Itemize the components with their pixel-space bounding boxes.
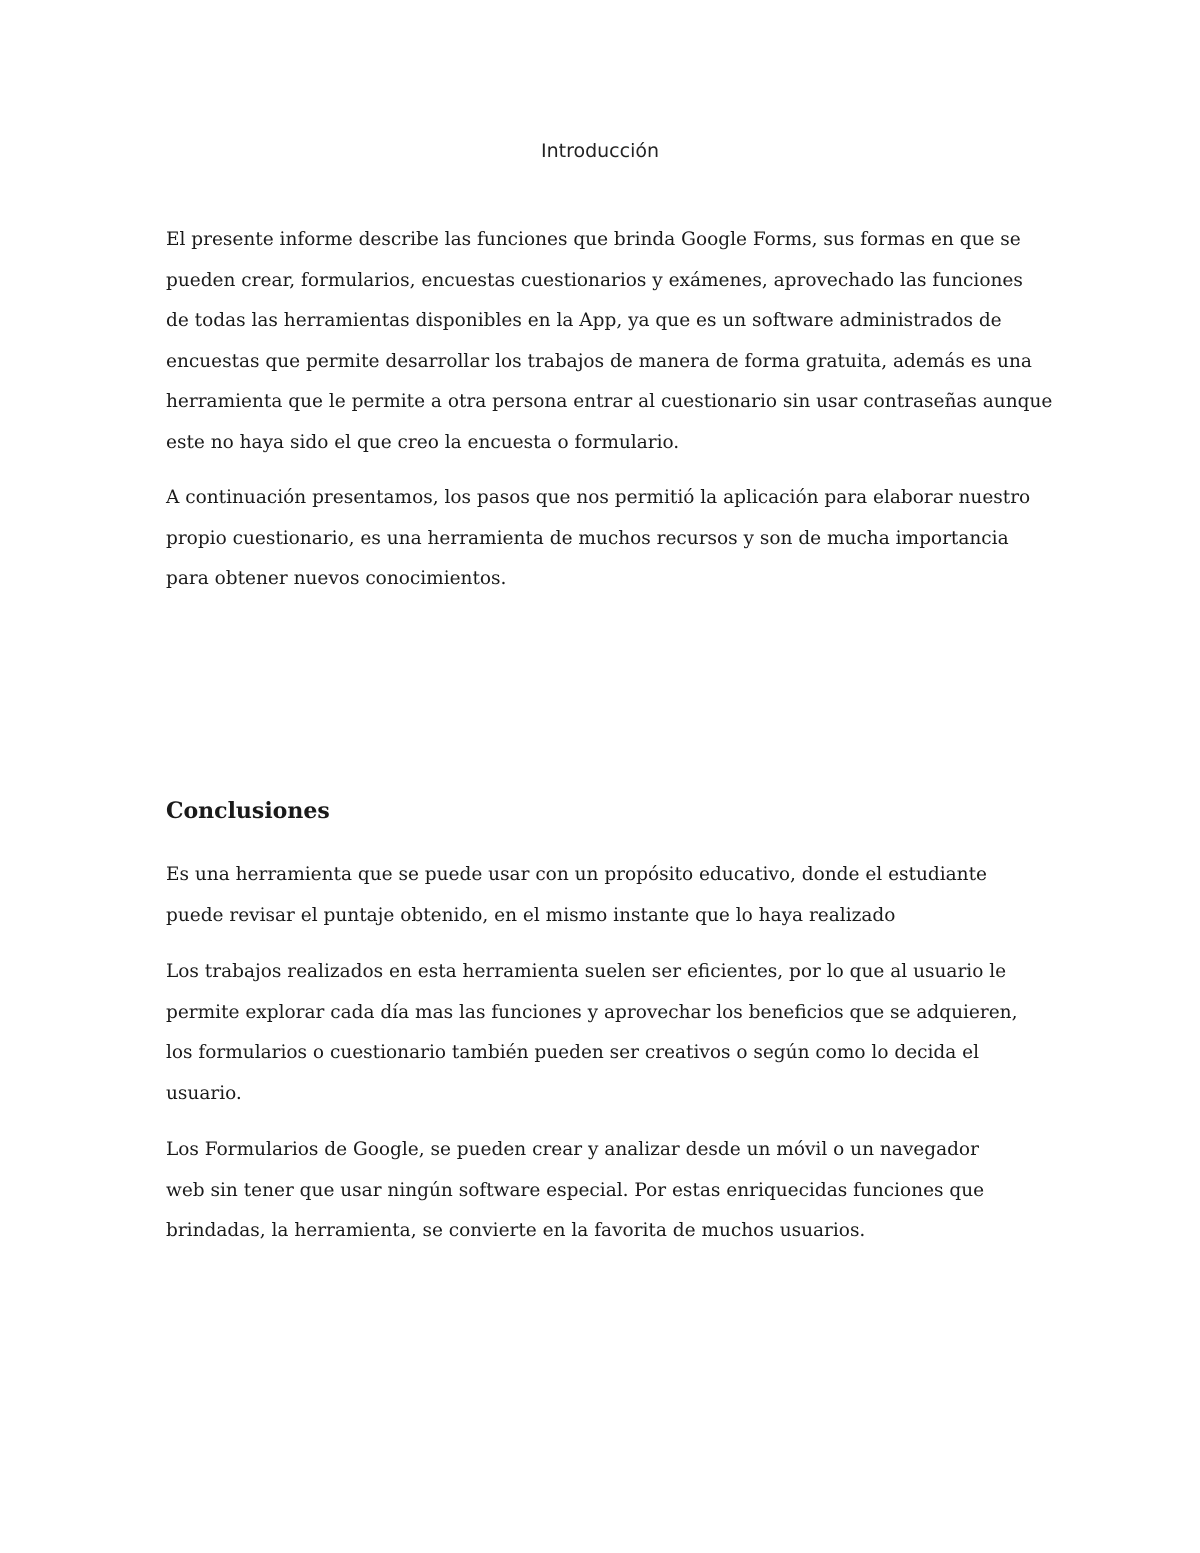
introduction-title: Introducción: [540, 140, 660, 162]
text-line: Los trabajos realizados en esta herramienta suelen ser eficientes, por lo que al usuario le: [166, 961, 1007, 982]
text-line: Es una herramienta que se puede usar con un propósito educativo, donde el estudiante: [166, 864, 987, 885]
text-line: los formularios o cuestionario también pueden ser creativos o según como lo decida el: [166, 1042, 980, 1064]
text-line: brindadas, la herramienta, se convierte en la favorita de muchos usuarios.: [166, 1220, 866, 1242]
conclusions-paragraph-1: [166, 855, 1046, 936]
text-line: web sin tener que usar ningún software especial. Por estas enriquecidas funciones que: [166, 1179, 985, 1201]
text-line: Los Formularios de Google, se pueden crear y analizar desde un móvil o un navegador: [166, 1139, 979, 1160]
text-line: El presente informe describe las funciones que brinda Google Forms, sus formas en que se: [166, 229, 1021, 250]
text-line: permite explorar cada día mas las funciones y aprovechar los beneficios que se adquieren,: [166, 1001, 1018, 1023]
text-line: puede revisar el puntaje obtenido, en el mismo instante que lo haya realizado: [166, 904, 896, 926]
text-line: herramienta que le permite a otra persona entrar al cuestionario sin usar contraseñas aunque: [166, 391, 1053, 413]
text-line: para obtener nuevos conocimientos.: [166, 568, 507, 590]
text-line: usuario.: [166, 1082, 242, 1104]
introduction-paragraph-2: [166, 478, 1046, 600]
text-line: este no haya sido el que creo la encuesta o formulario.: [166, 431, 680, 453]
introduction-paragraph-1: [166, 220, 1053, 464]
conclusions-paragraph-3: [166, 1130, 1046, 1252]
text-line: propio cuestionario, es una herramienta de muchos recursos y son de mucha importancia: [166, 527, 1009, 549]
text-line: pueden crear, formularios, encuestas cuestionarios y exámenes, aprovechado las funciones: [166, 269, 1023, 291]
text-line: de todas las herramientas disponibles en la App, ya que es un software administrados de: [166, 310, 1002, 332]
conclusions-title: Conclusiones: [166, 798, 330, 824]
text-line: encuestas que permite desarrollar los trabajos de manera de forma gratuita, además es una: [166, 350, 1032, 372]
text-line: A continuación presentamos, los pasos que nos permitió la aplicación para elaborar nuestro: [166, 487, 1031, 508]
conclusions-paragraph-2: [166, 952, 1046, 1114]
